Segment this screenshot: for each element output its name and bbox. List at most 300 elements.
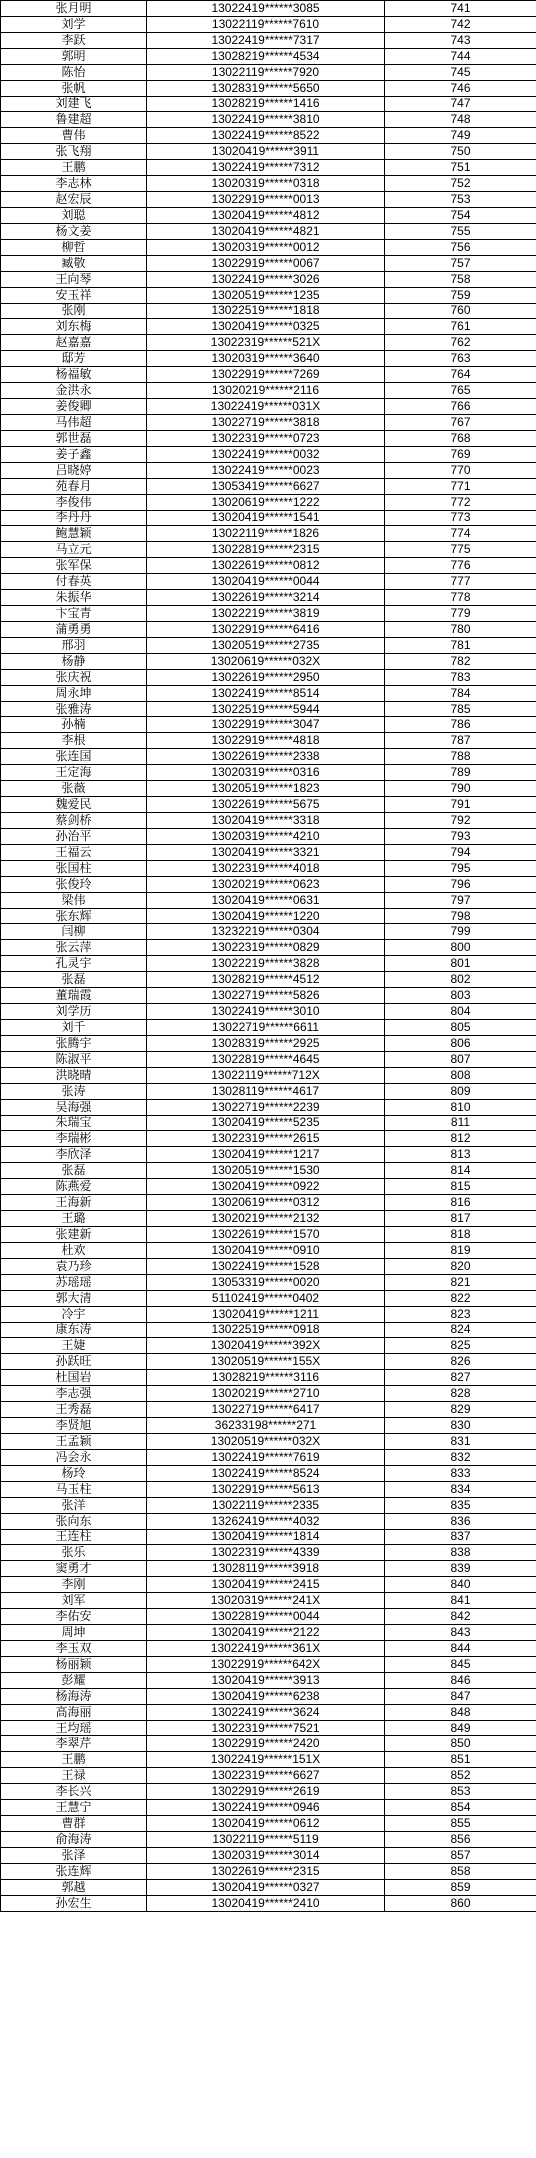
id-number-cell: 13022719******6417 [147, 1402, 385, 1418]
table-row [1, 144, 536, 160]
table-row [1, 510, 536, 526]
id-number-cell: 13020619******1222 [147, 494, 385, 510]
table-row [1, 908, 536, 924]
sequence-number-cell: 848 [385, 1704, 536, 1720]
table-row [1, 685, 536, 701]
sequence-number-cell: 803 [385, 988, 536, 1004]
name-cell: 张乐 [1, 1545, 147, 1561]
table-row [1, 160, 536, 176]
id-number-cell: 13028219******3116 [147, 1370, 385, 1386]
sequence-number-cell: 752 [385, 176, 536, 192]
name-cell: 李长兴 [1, 1784, 147, 1800]
id-number-cell: 13022219******3828 [147, 956, 385, 972]
table-row [1, 526, 536, 542]
sequence-number-cell: 771 [385, 478, 536, 494]
name-cell: 朱瑞宝 [1, 1115, 147, 1131]
sequence-number-cell: 775 [385, 542, 536, 558]
name-cell: 邢羽 [1, 637, 147, 653]
sequence-number-cell: 757 [385, 255, 536, 271]
id-number-cell: 13022119******7610 [147, 16, 385, 32]
id-number-cell: 13022619******2315 [147, 1863, 385, 1879]
table-row [1, 733, 536, 749]
table-row [1, 64, 536, 80]
sequence-number-cell: 860 [385, 1895, 536, 1911]
id-number-cell: 13022119******2335 [147, 1497, 385, 1513]
id-number-cell: 13022919******6416 [147, 621, 385, 637]
name-cell: 孔灵宇 [1, 956, 147, 972]
table-row [1, 1433, 536, 1449]
id-number-cell: 13020619******0312 [147, 1195, 385, 1211]
name-cell: 魏爱民 [1, 797, 147, 813]
id-number-cell: 13020419******4812 [147, 207, 385, 223]
name-cell: 张帆 [1, 80, 147, 96]
table-row [1, 653, 536, 669]
id-number-cell: 13020419******0910 [147, 1242, 385, 1258]
name-cell: 王鹏 [1, 1752, 147, 1768]
table-row [1, 1545, 536, 1561]
name-cell: 赵宏辰 [1, 192, 147, 208]
name-cell: 李丹丹 [1, 510, 147, 526]
name-cell: 李翠芹 [1, 1736, 147, 1752]
name-cell: 李玉双 [1, 1640, 147, 1656]
sequence-number-cell: 793 [385, 828, 536, 844]
id-number-cell: 13022719******3818 [147, 414, 385, 430]
table-row [1, 1147, 536, 1163]
name-cell: 赵嘉嘉 [1, 335, 147, 351]
table-row [1, 1179, 536, 1195]
table-row [1, 1513, 536, 1529]
name-cell: 董瑞霞 [1, 988, 147, 1004]
id-number-cell: 13020419******4821 [147, 223, 385, 239]
sequence-number-cell: 859 [385, 1879, 536, 1895]
id-number-cell: 13020419******2410 [147, 1895, 385, 1911]
table-row [1, 176, 536, 192]
table-row [1, 96, 536, 112]
id-number-cell: 13020419******3913 [147, 1672, 385, 1688]
name-cell: 高海丽 [1, 1704, 147, 1720]
sequence-number-cell: 820 [385, 1258, 536, 1274]
id-number-cell: 13022619******2338 [147, 749, 385, 765]
name-cell: 王福云 [1, 844, 147, 860]
sequence-number-cell: 741 [385, 1, 536, 17]
sequence-number-cell: 838 [385, 1545, 536, 1561]
sequence-number-cell: 751 [385, 160, 536, 176]
name-cell: 李佑安 [1, 1609, 147, 1625]
id-number-cell: 13022919******0013 [147, 192, 385, 208]
name-cell: 王慧宁 [1, 1800, 147, 1816]
sequence-number-cell: 796 [385, 876, 536, 892]
name-cell: 张洋 [1, 1497, 147, 1513]
sequence-number-cell: 749 [385, 128, 536, 144]
name-cell: 俞海涛 [1, 1832, 147, 1848]
sequence-number-cell: 812 [385, 1131, 536, 1147]
name-cell: 郭大清 [1, 1290, 147, 1306]
id-number-cell: 13020619******032X [147, 653, 385, 669]
id-number-cell: 13022419******3085 [147, 1, 385, 17]
table-row [1, 1832, 536, 1848]
table-row [1, 319, 536, 335]
sequence-number-cell: 754 [385, 207, 536, 223]
table-row [1, 606, 536, 622]
name-cell: 蒲勇勇 [1, 621, 147, 637]
table-row [1, 1258, 536, 1274]
table-row [1, 956, 536, 972]
sequence-number-cell: 808 [385, 1067, 536, 1083]
sequence-number-cell: 744 [385, 48, 536, 64]
sequence-number-cell: 827 [385, 1370, 536, 1386]
table-row [1, 781, 536, 797]
table-row [1, 303, 536, 319]
id-number-cell: 13028319******2925 [147, 1035, 385, 1051]
id-number-cell: 13022919******4818 [147, 733, 385, 749]
sequence-number-cell: 824 [385, 1322, 536, 1338]
table-row [1, 1688, 536, 1704]
sequence-number-cell: 814 [385, 1163, 536, 1179]
sequence-number-cell: 831 [385, 1433, 536, 1449]
sequence-number-cell: 766 [385, 399, 536, 415]
sequence-number-cell: 806 [385, 1035, 536, 1051]
name-cell: 李俊伟 [1, 494, 147, 510]
id-number-cell: 13022319******0723 [147, 430, 385, 446]
sequence-number-cell: 828 [385, 1386, 536, 1402]
sequence-number-cell: 819 [385, 1242, 536, 1258]
table-row [1, 335, 536, 351]
name-cell: 张俊玲 [1, 876, 147, 892]
id-number-cell: 13022419******3810 [147, 112, 385, 128]
name-cell: 刘建飞 [1, 96, 147, 112]
name-cell: 冷宇 [1, 1306, 147, 1322]
id-number-cell: 13020419******0325 [147, 319, 385, 335]
id-number-cell: 13020519******032X [147, 1433, 385, 1449]
id-number-cell: 13022419******7317 [147, 32, 385, 48]
table-row [1, 367, 536, 383]
id-number-cell: 13022119******5119 [147, 1832, 385, 1848]
name-cell: 陈燕爱 [1, 1179, 147, 1195]
table-row [1, 462, 536, 478]
id-number-cell: 13022919******7269 [147, 367, 385, 383]
id-number-cell: 13022119******712X [147, 1067, 385, 1083]
id-number-cell: 13053319******0020 [147, 1274, 385, 1290]
name-cell: 张磊 [1, 1163, 147, 1179]
id-number-cell: 13022319******7521 [147, 1720, 385, 1736]
sequence-number-cell: 755 [385, 223, 536, 239]
table-row [1, 383, 536, 399]
sequence-number-cell: 837 [385, 1529, 536, 1545]
table-row [1, 223, 536, 239]
sequence-number-cell: 821 [385, 1274, 536, 1290]
name-cell: 姜俊卿 [1, 399, 147, 415]
sequence-number-cell: 787 [385, 733, 536, 749]
sequence-number-cell: 849 [385, 1720, 536, 1736]
sequence-number-cell: 785 [385, 701, 536, 717]
name-cell: 王禄 [1, 1768, 147, 1784]
sequence-number-cell: 835 [385, 1497, 536, 1513]
id-number-cell: 13022719******5826 [147, 988, 385, 1004]
id-number-cell: 13020219******2116 [147, 383, 385, 399]
table-row [1, 621, 536, 637]
name-cell: 张建新 [1, 1226, 147, 1242]
id-number-cell: 13022419******0032 [147, 446, 385, 462]
table-row [1, 16, 536, 32]
table-row [1, 574, 536, 590]
id-number-cell: 13262419******4032 [147, 1513, 385, 1529]
table-row [1, 112, 536, 128]
table-row [1, 590, 536, 606]
sequence-number-cell: 747 [385, 96, 536, 112]
table-row [1, 765, 536, 781]
id-number-cell: 13020419******0612 [147, 1816, 385, 1832]
name-cell: 杨文姜 [1, 223, 147, 239]
id-number-cell: 13022319******6627 [147, 1768, 385, 1784]
sequence-number-cell: 851 [385, 1752, 536, 1768]
table-row [1, 239, 536, 255]
id-number-cell: 13020419******392X [147, 1338, 385, 1354]
table-row [1, 1418, 536, 1434]
sequence-number-cell: 841 [385, 1593, 536, 1609]
name-cell: 杜国岩 [1, 1370, 147, 1386]
table-row [1, 637, 536, 653]
sequence-number-cell: 817 [385, 1211, 536, 1227]
table-row [1, 1879, 536, 1895]
sequence-number-cell: 857 [385, 1847, 536, 1863]
id-number-cell: 13020419******6238 [147, 1688, 385, 1704]
sequence-number-cell: 788 [385, 749, 536, 765]
id-number-cell: 13022419******3624 [147, 1704, 385, 1720]
name-cell: 张向东 [1, 1513, 147, 1529]
name-cell: 臧敬 [1, 255, 147, 271]
name-cell: 张涛 [1, 1083, 147, 1099]
table-row [1, 207, 536, 223]
sequence-number-cell: 794 [385, 844, 536, 860]
id-number-cell: 13020419******0631 [147, 892, 385, 908]
name-cell: 王向琴 [1, 271, 147, 287]
name-cell: 曹群 [1, 1816, 147, 1832]
id-number-cell: 51102419******0402 [147, 1290, 385, 1306]
sequence-number-cell: 823 [385, 1306, 536, 1322]
id-number-cell: 13022619******0812 [147, 558, 385, 574]
sequence-number-cell: 758 [385, 271, 536, 287]
name-cell: 王秀磊 [1, 1402, 147, 1418]
table-row [1, 1211, 536, 1227]
table-row [1, 1497, 536, 1513]
sequence-number-cell: 839 [385, 1561, 536, 1577]
name-cell: 刘学 [1, 16, 147, 32]
table-row [1, 478, 536, 494]
sequence-number-cell: 784 [385, 685, 536, 701]
id-number-cell: 13020419******2122 [147, 1625, 385, 1641]
sequence-number-cell: 799 [385, 924, 536, 940]
table-row [1, 1481, 536, 1497]
name-cell: 彭耀 [1, 1672, 147, 1688]
id-number-cell: 13020419******2415 [147, 1577, 385, 1593]
table-row [1, 255, 536, 271]
id-number-cell: 36233198******271 [147, 1418, 385, 1434]
name-cell: 周坤 [1, 1625, 147, 1641]
name-cell: 鲍慧颖 [1, 526, 147, 542]
name-cell: 李贤旭 [1, 1418, 147, 1434]
roster-table-body [1, 1, 536, 1912]
sequence-number-cell: 770 [385, 462, 536, 478]
table-row [1, 494, 536, 510]
name-cell: 苑春月 [1, 478, 147, 494]
sequence-number-cell: 791 [385, 797, 536, 813]
table-row [1, 1800, 536, 1816]
id-number-cell: 13020519******1530 [147, 1163, 385, 1179]
id-number-cell: 13020219******2132 [147, 1211, 385, 1227]
table-row [1, 128, 536, 144]
sequence-number-cell: 856 [385, 1832, 536, 1848]
name-cell: 窦勇才 [1, 1561, 147, 1577]
name-cell: 孙治平 [1, 828, 147, 844]
sequence-number-cell: 746 [385, 80, 536, 96]
table-row [1, 940, 536, 956]
name-cell: 邸芳 [1, 351, 147, 367]
sequence-number-cell: 777 [385, 574, 536, 590]
id-number-cell: 13022119******1826 [147, 526, 385, 542]
table-row [1, 860, 536, 876]
id-number-cell: 13022619******3214 [147, 590, 385, 606]
table-row [1, 1609, 536, 1625]
sequence-number-cell: 833 [385, 1465, 536, 1481]
sequence-number-cell: 829 [385, 1402, 536, 1418]
sequence-number-cell: 797 [385, 892, 536, 908]
name-cell: 冯会永 [1, 1449, 147, 1465]
table-row [1, 1736, 536, 1752]
id-number-cell: 13022619******1570 [147, 1226, 385, 1242]
sequence-number-cell: 786 [385, 717, 536, 733]
sequence-number-cell: 765 [385, 383, 536, 399]
sequence-number-cell: 847 [385, 1688, 536, 1704]
id-number-cell: 13022419******7619 [147, 1449, 385, 1465]
table-row [1, 1402, 536, 1418]
sequence-number-cell: 844 [385, 1640, 536, 1656]
id-number-cell: 13022819******2315 [147, 542, 385, 558]
sequence-number-cell: 805 [385, 1020, 536, 1036]
sequence-number-cell: 798 [385, 908, 536, 924]
table-row [1, 972, 536, 988]
name-cell: 张连辉 [1, 1863, 147, 1879]
name-cell: 张飞翔 [1, 144, 147, 160]
table-row [1, 414, 536, 430]
name-cell: 袁乃珍 [1, 1258, 147, 1274]
table-row [1, 1863, 536, 1879]
id-number-cell: 13020319******3014 [147, 1847, 385, 1863]
sequence-number-cell: 750 [385, 144, 536, 160]
table-row [1, 542, 536, 558]
name-cell: 王海新 [1, 1195, 147, 1211]
name-cell: 杜欢 [1, 1242, 147, 1258]
name-cell: 张军保 [1, 558, 147, 574]
name-cell: 张云萍 [1, 940, 147, 956]
name-cell: 孙跃旺 [1, 1354, 147, 1370]
sequence-number-cell: 815 [385, 1179, 536, 1195]
table-row [1, 1386, 536, 1402]
name-cell: 姜子鑫 [1, 446, 147, 462]
table-row [1, 1195, 536, 1211]
name-cell: 张国柱 [1, 860, 147, 876]
name-cell: 蔡剑桥 [1, 813, 147, 829]
table-row [1, 1035, 536, 1051]
id-number-cell: 13022819******0044 [147, 1609, 385, 1625]
sequence-number-cell: 801 [385, 956, 536, 972]
name-cell: 张连国 [1, 749, 147, 765]
sequence-number-cell: 743 [385, 32, 536, 48]
sequence-number-cell: 761 [385, 319, 536, 335]
sequence-number-cell: 745 [385, 64, 536, 80]
sequence-number-cell: 836 [385, 1513, 536, 1529]
id-number-cell: 13028219******1416 [147, 96, 385, 112]
table-row [1, 271, 536, 287]
sequence-number-cell: 804 [385, 1004, 536, 1020]
table-row [1, 701, 536, 717]
table-row [1, 1020, 536, 1036]
sequence-number-cell: 853 [385, 1784, 536, 1800]
id-number-cell: 13020319******3640 [147, 351, 385, 367]
id-number-cell: 13022419******3010 [147, 1004, 385, 1020]
sequence-number-cell: 748 [385, 112, 536, 128]
table-row [1, 1449, 536, 1465]
table-row [1, 988, 536, 1004]
table-row [1, 430, 536, 446]
sequence-number-cell: 767 [385, 414, 536, 430]
id-number-cell: 13020419******0044 [147, 574, 385, 590]
id-number-cell: 13020419******1220 [147, 908, 385, 924]
table-row [1, 1274, 536, 1290]
name-cell: 张磊 [1, 972, 147, 988]
name-cell: 张腾宇 [1, 1035, 147, 1051]
id-number-cell: 13020219******0623 [147, 876, 385, 892]
table-row [1, 287, 536, 303]
name-cell: 刘学历 [1, 1004, 147, 1020]
table-row [1, 1242, 536, 1258]
name-cell: 杨玲 [1, 1465, 147, 1481]
name-cell: 王均瑶 [1, 1720, 147, 1736]
id-number-cell: 13022319******4018 [147, 860, 385, 876]
sequence-number-cell: 840 [385, 1577, 536, 1593]
id-number-cell: 13022419******8522 [147, 128, 385, 144]
sequence-number-cell: 753 [385, 192, 536, 208]
name-cell: 李志强 [1, 1386, 147, 1402]
id-number-cell: 13232219******0304 [147, 924, 385, 940]
sequence-number-cell: 780 [385, 621, 536, 637]
id-number-cell: 13022319******521X [147, 335, 385, 351]
id-number-cell: 13020319******0318 [147, 176, 385, 192]
sequence-number-cell: 830 [385, 1418, 536, 1434]
table-row [1, 669, 536, 685]
name-cell: 李瑞彬 [1, 1131, 147, 1147]
id-number-cell: 13028219******4512 [147, 972, 385, 988]
name-cell: 孙楠 [1, 717, 147, 733]
name-cell: 刘东梅 [1, 319, 147, 335]
id-number-cell: 13022419******0946 [147, 1800, 385, 1816]
table-row [1, 797, 536, 813]
id-number-cell: 13020519******1823 [147, 781, 385, 797]
table-row [1, 1, 536, 17]
sequence-number-cell: 769 [385, 446, 536, 462]
id-number-cell: 13020419******0922 [147, 1179, 385, 1195]
sequence-number-cell: 774 [385, 526, 536, 542]
table-row [1, 558, 536, 574]
table-row [1, 351, 536, 367]
name-cell: 苏瑶瑶 [1, 1274, 147, 1290]
name-cell: 陈淑平 [1, 1051, 147, 1067]
table-row [1, 749, 536, 765]
name-cell: 王孟颖 [1, 1433, 147, 1449]
id-number-cell: 13022219******3819 [147, 606, 385, 622]
table-row [1, 1354, 536, 1370]
id-number-cell: 13020319******0316 [147, 765, 385, 781]
id-number-cell: 13020219******2710 [147, 1386, 385, 1402]
